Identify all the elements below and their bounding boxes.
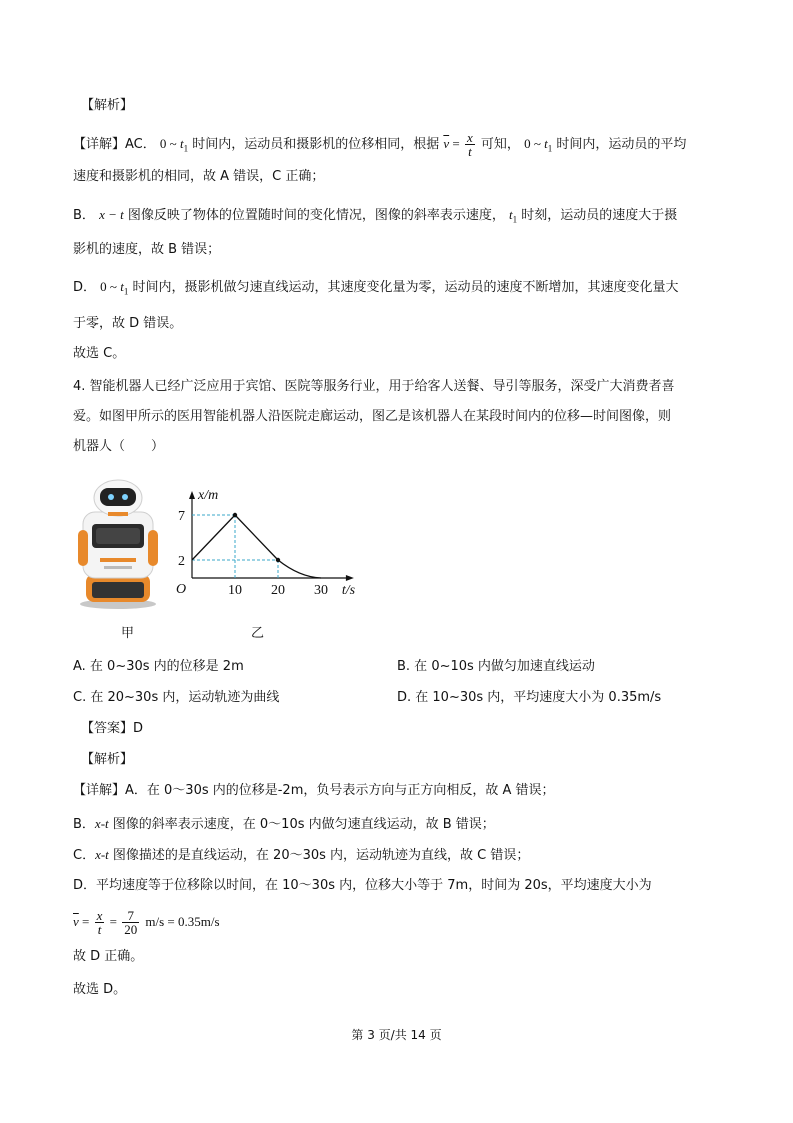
- series-curve: [278, 560, 321, 578]
- caption-jia: 甲: [121, 626, 135, 641]
- t-subscript: 1: [183, 143, 189, 154]
- range-text: 0 ~: [159, 136, 180, 151]
- data-point: [276, 558, 280, 562]
- data-point: [233, 513, 237, 517]
- analysis-heading-1: 【解析】: [81, 98, 134, 113]
- conclusion-d: 故 D 正确。: [73, 949, 144, 964]
- detail-line-d: D． 0 ~ $t_1$ 时间内，摄影机做匀速直线运动，其速度变化量为零，运动员的速度不断增加，其速度变化量大: [73, 279, 679, 297]
- v-bar-symbol: $\overline{v}$: [443, 136, 450, 151]
- caption-yi: 乙: [251, 626, 265, 641]
- x-t-symbol: x − t: [99, 207, 124, 222]
- choose-c: 故选 C。: [73, 346, 126, 361]
- solution-line-d: D．平均速度等于位移除以时间，在 10～30s 内，位移大小等于 7m，时间为 20s，平均速度大小为: [73, 878, 652, 893]
- detail-line-1: 【详解】AC． 0 ~ $t_1$ 时间内，运动员和摄影机的位移相同，根据 $\overline{v}$ = $\frac{x}{t}$ 可知， 0 ~ $t_1$ 时间内，运动员的平均: [73, 130, 687, 159]
- solution-line-c: C．x-t 图像描述的是直线运动，在 20～30s 内，运动轨迹为直线，故 C 错误；: [73, 847, 530, 863]
- y-tick-label: 2: [178, 554, 185, 569]
- x-tick-label: 20: [271, 583, 285, 598]
- x-axis-arrow: [346, 575, 354, 581]
- detail-text: 时间内，运动员和摄影机的位移相同，根据: [192, 137, 440, 152]
- choose-d: 故选 D。: [73, 982, 127, 997]
- page-footer: 第 3 页/共 14 页: [351, 1028, 442, 1042]
- question-line-3: 机器人（ ）: [73, 439, 165, 454]
- origin-label: O: [176, 582, 187, 597]
- x-axis-label: t/s: [341, 583, 356, 598]
- analysis-heading-2: 【解析】: [81, 752, 134, 767]
- answer-label: 【答案】D: [81, 721, 144, 736]
- detail-label: 【详解】AC．: [73, 137, 156, 152]
- xt-chart: [170, 480, 360, 645]
- detail-text: 时间内，运动员的平均: [556, 137, 687, 152]
- range-text: 0 ~: [524, 136, 545, 151]
- detail-text: 可知，: [480, 137, 520, 152]
- solution-line-b: B．x-t 图像的斜率表示速度，在 0～10s 内做匀速直线运动，故 B 错误；: [73, 816, 495, 832]
- detail-line-4: 影机的速度，故 B 错误；: [73, 242, 221, 257]
- x-over-t-fraction: $\frac{x}{t}$: [466, 130, 473, 159]
- t-symbol: t: [179, 136, 184, 151]
- y-axis-label: x/m: [198, 488, 219, 503]
- option-b: B. 在 0~10s 内做匀加速直线运动: [397, 659, 595, 674]
- option-a: A. 在 0~30s 内的位移是 2m: [73, 659, 244, 674]
- y-axis-arrow: [189, 491, 195, 499]
- detail-line-b: B． x − t 图像反映了物体的位置随时间的变化情况，图像的斜率表示速度， $t_1$ 时刻，运动员的速度大于摄: [73, 207, 678, 225]
- option-c: C. 在 20~30s 内，运动轨迹为曲线: [73, 690, 280, 705]
- x-tick-label: 30: [314, 583, 328, 598]
- detail-line-2: 速度和摄影机的相同，故 A 错误，C 正确；: [73, 169, 325, 184]
- x-tick-label: 10: [228, 583, 242, 598]
- detail-line-6: 于零，故 D 错误。: [73, 316, 183, 331]
- question-line-1: 4. 智能机器人已经广泛应用于宾馆、医院等服务行业，用于给客人送餐、导引等服务，深受广大消费者喜: [73, 379, 675, 394]
- question-line-2: 爱。如图甲所示的医用智能机器人沿医院走廊运动，图乙是该机器人在某段时间内的位移—时间图像，则: [73, 409, 672, 424]
- option-d: D. 在 10~30s 内，平均速度大小为 0.35m/s: [397, 690, 662, 705]
- robot-image: [78, 478, 158, 610]
- y-tick-label: 7: [178, 509, 185, 524]
- solution-line-a: 【详解】A．在 0～30s 内的位移是-2m，负号表示方向与正方向相反，故 A 错误；: [73, 783, 555, 798]
- average-velocity-equation: $\overline{v}$ = $\frac{x}{t}$ = $\frac{7}{20}$ m/s = 0.35m/s: [73, 908, 220, 937]
